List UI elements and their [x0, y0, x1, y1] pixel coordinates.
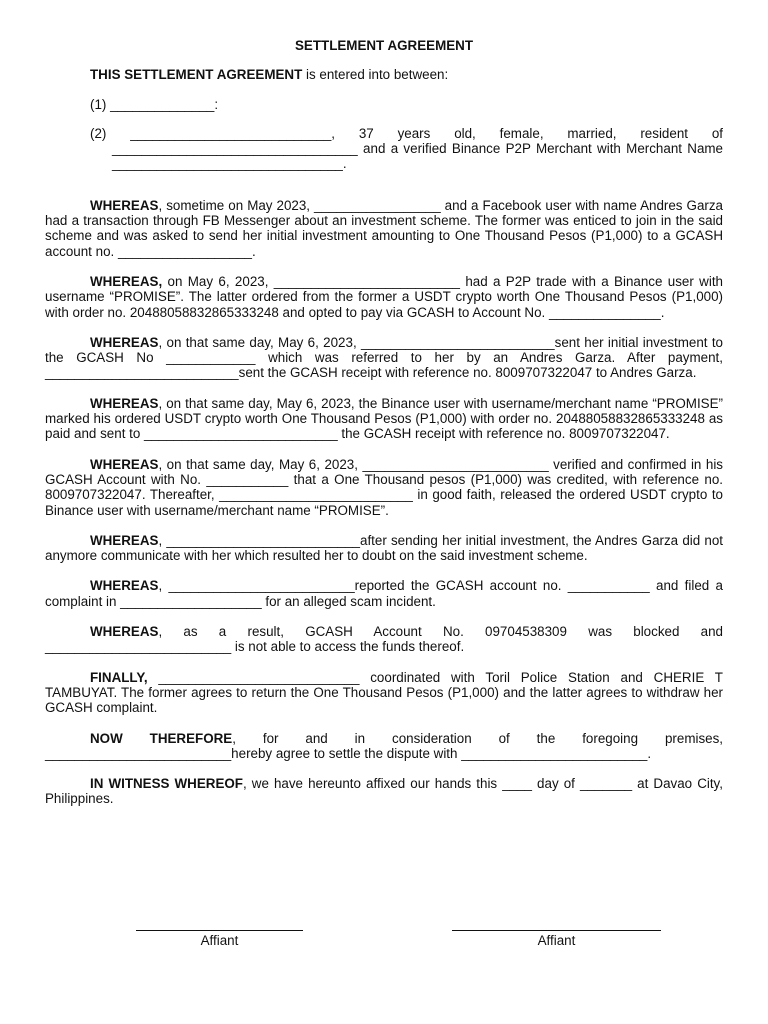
whereas-clause-8 [45, 624, 723, 655]
clause-lead: FINALLY, [90, 669, 148, 685]
clause-lead: WHEREAS [90, 456, 159, 472]
clause-lead: WHEREAS [90, 532, 159, 548]
clause-text: , we have hereunto affixed our hands this ____ day of _______ at Davao City, Philippines. [45, 776, 723, 807]
clause-lead: WHEREAS [90, 578, 159, 594]
whereas-clause-7 [45, 578, 723, 609]
clause-text: , for and in consideration of the foregoing premises, _________________________hereby agree to settle the dispute with _________________________. [45, 730, 724, 761]
now-therefore-clause [45, 731, 723, 762]
signature-line [136, 930, 303, 931]
signature-block-left [136, 930, 303, 948]
clause-lead: WHEREAS [90, 395, 159, 411]
clause-text: , on that same day, May 6, 2023, __________________________sent her initial investment to the GCASH No ____________ which was referred to her by an Andres Garza. After payment, __________________________sent the GCASH receipt with reference no. 8009707322047 to Andres Garza. [45, 334, 723, 381]
whereas-clause-6 [45, 533, 723, 564]
clause-text: , on that same day, May 6, 2023, _________________________ verified and confirmed in his GCASH Account with No. ___________ that a One Thousand pesos (P1,000) was credited, with reference no. 8009707322047. Thereafter, __________________________ in good faith, released the ordered USDT crypto to Binance user with username/merchant name “PROMISE”. [45, 456, 723, 518]
affiant-label: Affiant [537, 933, 576, 948]
signature-block-right [452, 930, 661, 948]
clause-text: , _________________________reported the GCASH account no. ___________ and filed a complaint in ___________________ for an alleged scam incident. [45, 578, 723, 609]
clause-text: , __________________________after sending her initial investment, the Andres Garza did not anymore communicate with her which resulted her to doubt on the said investment scheme. [45, 532, 723, 564]
whereas-clause-4 [45, 396, 723, 442]
clause-lead: WHEREAS [90, 197, 159, 213]
intro-text: is entered into between: [302, 67, 449, 83]
whereas-clause-5 [45, 457, 723, 518]
intro-paragraph [45, 67, 723, 82]
clause-text: , as a result, GCASH Account No. 09704538309 was blocked and _________________________ is not able to access the funds thereof. [45, 624, 723, 655]
clause-text: ___________________________ coordinated with Toril Police Station and CHERIE T TAMBUYAT. The former agrees to return the One Thousand Pesos (P1,000) and the latter agrees to withdraw her GCASH complaint. [45, 669, 723, 716]
party-two: (2) ___________________________, 37 years old, female, married, resident of _________________________________ and a verified Binance P2P Merchant with Merchant Name _______________________________. [90, 125, 723, 172]
witness-clause [45, 776, 723, 807]
clause-text: , on that same day, May 6, 2023, the Binance user with username/merchant name “PROMISE” marked his ordered USDT crypto worth One Thousand Pesos (P1,000) with order no. 20488058832865333248 as paid and sent to __________________________ the GCASH receipt with reference no. 8009707322047. [45, 395, 723, 442]
whereas-clause-2 [45, 274, 723, 320]
party-one: (1) ______________: [90, 96, 219, 112]
intro-bold: THIS SETTLEMENT AGREEMENT [90, 67, 303, 83]
clause-lead: WHEREAS [90, 624, 159, 640]
clause-lead: WHEREAS, [90, 273, 163, 289]
signature-line [452, 930, 661, 931]
whereas-clause-3 [45, 335, 723, 381]
whereas-clause-1 [45, 198, 723, 259]
clause-text: on May 6, 2023, _________________________ had a P2P trade with a Binance user with username “PROMISE”. The latter ordered from the former a USDT crypto worth One Thousand Pesos (P1,000) with order no. 20488058832865333248 and opted to pay via GCASH to Account No. _______________. [45, 273, 723, 320]
signature-area [0, 930, 768, 970]
clause-lead: NOW THEREFORE [90, 730, 233, 746]
clause-text: , sometime on May 2023, _________________ and a Facebook user with name Andres Garza had a transaction through FB Messenger about an investment scheme. The former was enticed to join in the said scheme and was asked to send her initial investment amounting to One Thousand Pesos (P1,000) to a GCASH account no. __________________. [45, 197, 723, 259]
document-title: SETTLEMENT AGREEMENT [294, 38, 474, 53]
affiant-label: Affiant [200, 933, 239, 948]
finally-clause [45, 670, 723, 716]
clause-lead: IN WITNESS WHEREOF [90, 776, 243, 792]
clause-lead: WHEREAS [90, 334, 159, 350]
